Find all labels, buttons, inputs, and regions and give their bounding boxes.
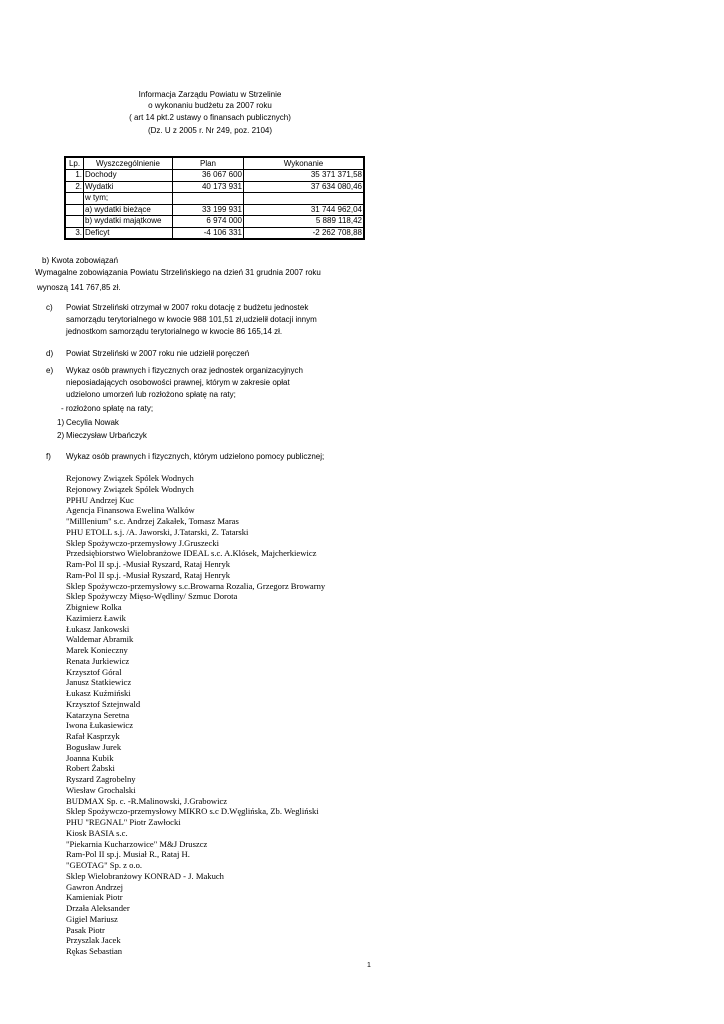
list-item: Katarzyna Seretna xyxy=(66,709,130,720)
list-item: Marek Konieczny xyxy=(66,645,128,655)
list-item: Ram-Pol II sp.j. -Musiał Ryszard, Rataj Henryk xyxy=(66,559,231,569)
section-e-line-4: - rozłożono spłatę na raty; xyxy=(61,404,154,413)
budget-table xyxy=(64,156,365,240)
section-b-label: b) Kwota zobowiązań xyxy=(42,256,119,265)
list-item: PPHU Andrzej Kuc xyxy=(66,494,134,505)
cell-name: Deficyt xyxy=(84,227,173,239)
list-item: Pasak Piotr xyxy=(66,924,105,935)
section-c-line-1: Powiat Strzeliński otrzymał w 2007 roku dotację z budżetu jednostek xyxy=(66,303,309,312)
header-line-1: Informacja Zarządu Powiatu w Strzelinie xyxy=(138,90,282,99)
cell-plan: 33 199 931 xyxy=(173,204,244,216)
cell-wykonanie: 35 371 371,58 xyxy=(244,170,365,182)
column-header-wykonanie: Wykonanie xyxy=(244,157,365,170)
recipients-list xyxy=(66,473,325,957)
list-item: PHU "REGNAL" Piotr Zawłocki xyxy=(66,817,181,827)
list-item: Rejonowy Związek Spólek Wodnych xyxy=(66,483,194,494)
column-header-lp: Lp. xyxy=(65,157,84,170)
list-item: Sklep Spożywczo-przemysłowy s.c.Browarna Rozalia, Grzegorz Browarny xyxy=(66,580,326,591)
cell-name: Dochody xyxy=(84,170,173,182)
cell-lp xyxy=(65,216,84,228)
section-e-line-3: udzielono umorzeń lub rozłożono spłatę na raty; xyxy=(66,390,236,399)
section-d-line-1: Powiat Strzeliński w 2007 roku nie udzielił poręczeń xyxy=(66,349,250,358)
section-f-marker: f) xyxy=(46,452,51,461)
list-item: Iwona Łukasiewicz xyxy=(66,720,134,731)
list-item: Renata Jurkiewicz xyxy=(66,655,130,666)
list-item: "Piekarnia Kucharzowice" M&J Druszcz xyxy=(66,838,208,849)
list-item: Rafał Kasprzyk xyxy=(66,731,120,741)
list-item: Waldemar Abramik xyxy=(66,634,134,645)
table-header-row xyxy=(65,157,364,170)
list-item: Krzysztof Góral xyxy=(66,666,122,677)
list-item: Rękas Sebastian xyxy=(66,946,123,956)
list-item: "GEOTAG" Sp. z o.o. xyxy=(66,860,143,870)
table-row xyxy=(65,170,364,182)
cell-wykonanie xyxy=(244,193,365,205)
list-item: Przyszlak Jacek xyxy=(66,935,121,946)
list-item: Kiosk BASIA s.c. xyxy=(66,827,128,838)
section-e-line-2: nieposiadających osobowości prawnej, którym w zakresie opłat xyxy=(66,378,290,387)
section-e-marker: e) xyxy=(46,366,54,375)
list-item: PHU ETOLL s.j. /A. Jaworski, J.Tatarski, Z. Tatarski xyxy=(66,526,249,537)
list-item: Janusz Statkiewicz xyxy=(66,677,132,688)
cell-plan: -4 106 331 xyxy=(173,227,244,239)
cell-wykonanie: 5 889 118,42 xyxy=(244,216,365,228)
list-item: Kazimierz Ławik xyxy=(66,612,126,623)
list-item: Robert Żabski xyxy=(66,763,115,774)
cell-lp: 3. xyxy=(65,227,84,239)
section-f-line-1: Wykaz osób prawnych i fizycznych, którym udzielono pomocy publicznej; xyxy=(66,452,325,461)
section-e-item-1: Cecylia Nowak xyxy=(66,418,119,427)
section-e-item-2: Mieczysław Urbańczyk xyxy=(66,431,147,440)
list-item: Sklep Spożywczo-przemysłowy J.Gruszecki xyxy=(66,537,219,548)
cell-plan xyxy=(173,193,244,205)
section-e-item-1-number: 1) xyxy=(57,418,65,427)
cell-wykonanie: 37 634 080,46 xyxy=(244,181,365,193)
table-row xyxy=(65,181,364,193)
header-line-3: ( art 14 pkt.2 ustawy o finansach publicznych) xyxy=(129,113,291,122)
table-row xyxy=(65,204,364,216)
list-item: Krzysztof Sztejnwald xyxy=(66,698,141,709)
header-line-4: (Dz. U z 2005 r. Nr 249, poz. 2104) xyxy=(147,126,273,135)
cell-name: b) wydatki majątkowe xyxy=(84,216,173,228)
list-item: Sklep Spożywczy Mięso-Wędliny/ Szmuc Dorota xyxy=(66,591,238,602)
section-b-line-2: wynoszą 141 767,85 zł. xyxy=(37,283,121,292)
section-c-marker: c) xyxy=(46,303,53,312)
section-c-line-2: samorządu terytorialnego w kwocie 988 101,51 zł,udzielił dotacji innym xyxy=(66,315,317,324)
list-item: Ram-Pol II sp.j. Musiał R., Rataj H. xyxy=(66,849,190,860)
cell-name: a) wydatki bieżące xyxy=(84,204,173,216)
list-item: Agencja Finansowa Ewelina Walków xyxy=(66,505,195,516)
cell-plan: 40 173 931 xyxy=(173,181,244,193)
cell-wykonanie: -2 262 708,88 xyxy=(244,227,365,239)
cell-lp: 1. xyxy=(65,170,84,182)
table-row xyxy=(65,216,364,228)
list-item: Kamieniak Piotr xyxy=(66,892,123,903)
section-e-line-1: Wykaz osób prawnych i fizycznych oraz jednostek organizacyjnych xyxy=(66,366,303,375)
list-item: Sklep Wielobranżowy KONRAD - J. Makuch xyxy=(66,870,224,881)
column-header-plan: Plan xyxy=(173,157,244,170)
cell-plan: 36 067 600 xyxy=(173,170,244,182)
list-item: "Milllenium" s.c. Andrzej Zakałek, Tomasz Maras xyxy=(66,516,239,526)
list-item: Rejonowy Związek Spólek Wodnych xyxy=(66,473,194,483)
cell-name: w tym; xyxy=(84,193,173,205)
list-item: Przedsiębiorstwo Wielobranżowe IDEAL s.c. A.Klósek, Majcherkiewicz xyxy=(66,548,317,559)
cell-wykonanie: 31 744 962,04 xyxy=(244,204,365,216)
list-item: Gigiel Mariusz xyxy=(66,913,118,924)
list-item: BUDMAX Sp. c. -R.Malinowski, J.Grabowicz xyxy=(66,795,228,806)
column-header-name: Wyszczególnienie xyxy=(84,157,173,170)
list-item: Ryszard Zagrobelny xyxy=(66,774,136,784)
section-b-line-1: Wymagalne zobowiązania Powiatu Strzelińskiego na dzień 31 grudnia 2007 roku xyxy=(35,268,321,277)
section-d-marker: d) xyxy=(46,349,54,358)
list-item: Ram-Pol II sp.j. -Musiał Ryszard, Rataj Henryk xyxy=(66,569,231,580)
cell-lp xyxy=(65,193,84,205)
header-line-2: o wykonaniu budżetu za 2007 roku xyxy=(148,101,272,110)
list-item: Wiesław Grochalski xyxy=(66,784,136,795)
table-row xyxy=(65,227,364,239)
section-e-item-2-number: 2) xyxy=(57,431,65,440)
list-item: Gawron Andrzej xyxy=(66,881,124,892)
list-item: Joanna Kubik xyxy=(66,752,114,763)
list-item: Sklep Spożywczo-przemysłowy MIKRO s.c D.Węglińska, Zb. Wegliński xyxy=(66,806,319,817)
list-item: Drzała Aleksander xyxy=(66,903,130,913)
cell-lp xyxy=(65,204,84,216)
list-item: Łukasz Kuźmiński xyxy=(66,688,131,698)
list-item: Łukasz Jankowski xyxy=(66,623,130,634)
list-item: Bogusław Jurek xyxy=(66,741,122,752)
cell-lp: 2. xyxy=(65,181,84,193)
page-number: 1 xyxy=(367,962,371,969)
table-row xyxy=(65,193,364,205)
cell-name: Wydatki xyxy=(84,181,173,193)
list-item: Zbigniew Rolka xyxy=(66,602,122,612)
cell-plan: 6 974 000 xyxy=(173,216,244,228)
section-c-line-3: jednostkom samorządu terytorialnego w kwocie 86 165,14 zł. xyxy=(66,327,283,336)
